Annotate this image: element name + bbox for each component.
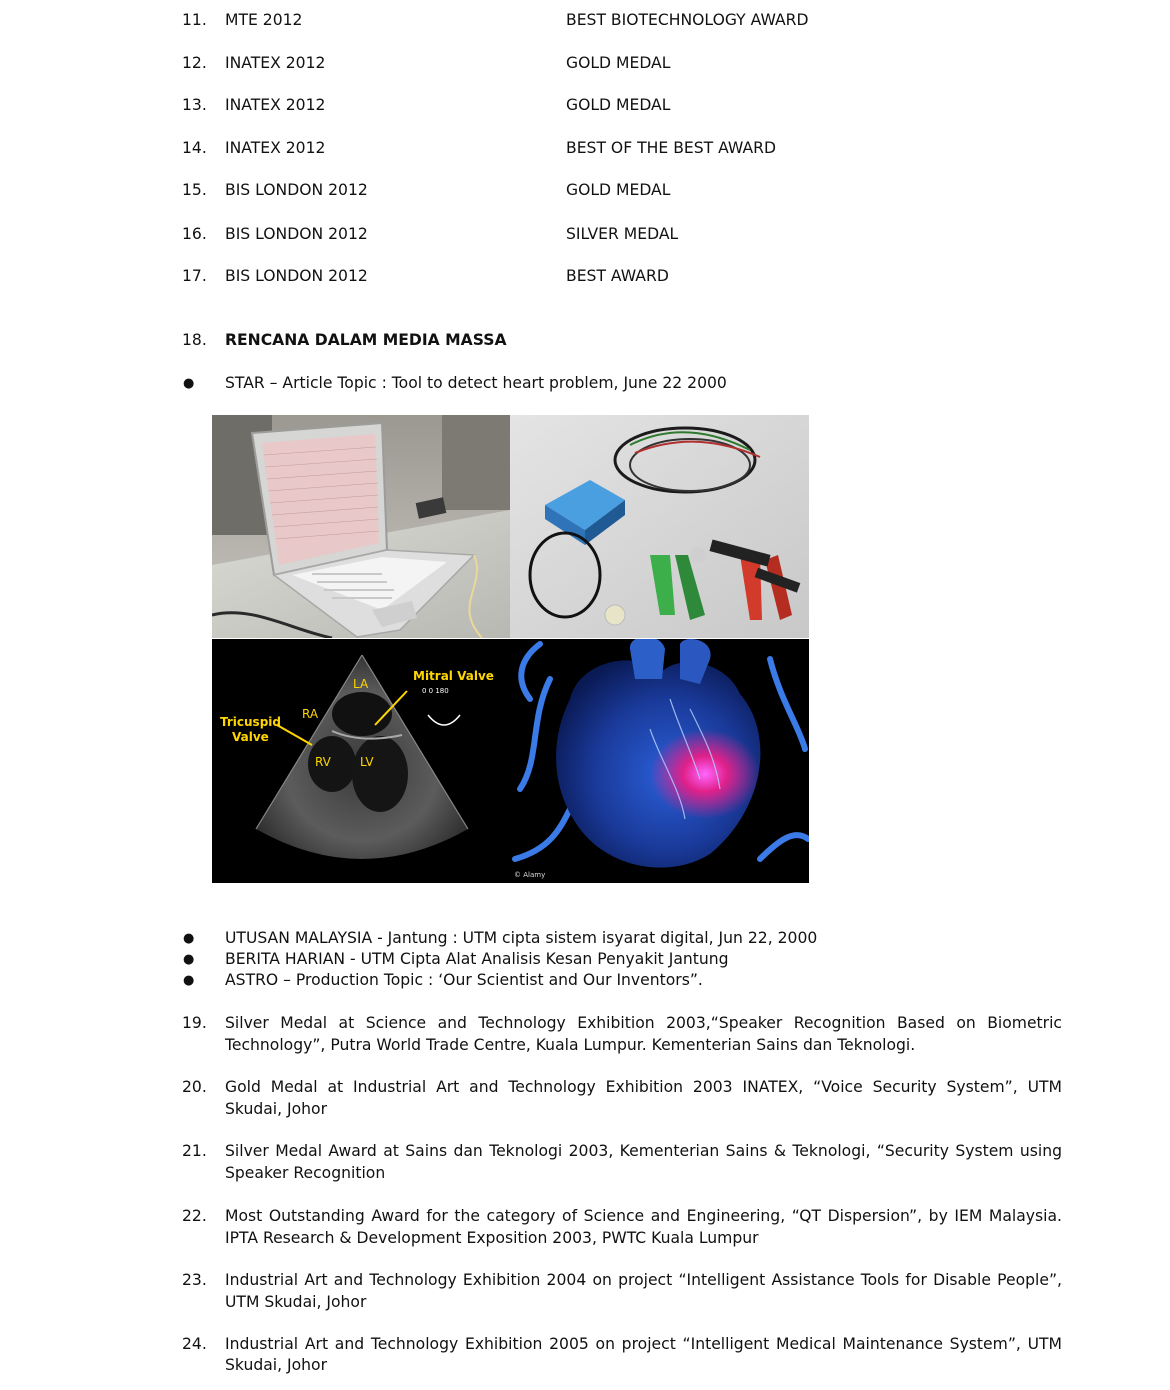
row-award: BEST AWARD <box>566 267 669 285</box>
row-award: GOLD MEDAL <box>566 54 671 72</box>
echo-label-ra: RA <box>302 707 319 721</box>
item-text <box>225 1140 1062 1162</box>
section-number: 18. <box>182 331 207 349</box>
item-line: IPTA Research & Development Exposition 2003, PWTC Kuala Lumpur <box>225 1229 759 1247</box>
item-line: Technology”, Putra World Trade Centre, Kuala Lumpur. Kementerian Sains dan Teknologi. <box>225 1036 916 1054</box>
item-line: Speaker Recognition <box>225 1164 386 1182</box>
item-text <box>225 1205 1062 1227</box>
ecg-device-photo <box>510 415 809 638</box>
item-line: Skudai, Johor <box>225 1356 328 1374</box>
item-text <box>225 1269 1062 1291</box>
row-award: BEST BIOTECHNOLOGY AWARD <box>566 11 809 29</box>
echocardiogram-image <box>212 639 510 883</box>
item-number: 24. <box>182 1335 207 1353</box>
heart-illustration <box>510 639 809 883</box>
row-number: 12. <box>182 54 207 72</box>
echo-label-tricuspid: Tricuspid <box>220 715 281 729</box>
echo-label-rv: RV <box>315 755 331 769</box>
item-line: Gold Medal at Industrial Art and Technology Exhibition 2003 INATEX, “Voice Security System”, UTM <box>225 1078 1062 1096</box>
item-number: 20. <box>182 1078 207 1096</box>
bullet-icon: ● <box>183 931 195 946</box>
row-event: INATEX 2012 <box>225 96 326 114</box>
media-item: BERITA HARIAN - UTM Cipta Alat Analisis Kesan Penyakit Jantung <box>225 950 729 968</box>
item-text <box>225 1076 1062 1098</box>
bullet-icon: ● <box>183 973 195 988</box>
row-event: BIS LONDON 2012 <box>225 267 368 285</box>
echo-scale-label: 0 0 180 <box>422 687 449 695</box>
photo-collage <box>212 415 809 883</box>
item-number: 23. <box>182 1271 207 1289</box>
row-award: GOLD MEDAL <box>566 96 671 114</box>
item-text <box>225 1012 1062 1034</box>
row-number: 14. <box>182 139 207 157</box>
laptop-photo <box>212 415 510 638</box>
echo-label-lv: LV <box>360 755 374 769</box>
row-event: INATEX 2012 <box>225 139 326 157</box>
echo-label-mitral-valve: Mitral Valve <box>413 669 494 683</box>
row-number: 15. <box>182 181 207 199</box>
item-line: Industrial Art and Technology Exhibition 2005 on project “Intelligent Medical Maintenance System”, UTM <box>225 1335 1062 1353</box>
media-item: ASTRO – Production Topic : ‘Our Scientist and Our Inventors”. <box>225 971 703 989</box>
row-event: MTE 2012 <box>225 11 303 29</box>
item-number: 21. <box>182 1142 207 1160</box>
item-text <box>225 1333 1062 1355</box>
echo-label-valve: Valve <box>232 730 269 744</box>
item-line: Silver Medal at Science and Technology Exhibition 2003,“Speaker Recognition Based on Biometric <box>225 1014 1062 1032</box>
item-number: 19. <box>182 1014 207 1032</box>
star-article-item: STAR – Article Topic : Tool to detect heart problem, June 22 2000 <box>225 374 727 392</box>
echo-label-la: LA <box>353 677 369 691</box>
item-line: Industrial Art and Technology Exhibition 2004 on project “Intelligent Assistance Tools for Disable People”, <box>225 1271 1062 1289</box>
item-line: Silver Medal Award at Sains dan Teknologi 2003, Kementerian Sains & Teknologi, “Security System using <box>225 1142 1062 1160</box>
item-line: Skudai, Johor <box>225 1100 328 1118</box>
item-line: Most Outstanding Award for the category of Science and Engineering, “QT Dispersion”, by IEM Malaysia. <box>225 1207 1062 1225</box>
row-award: SILVER MEDAL <box>566 225 679 243</box>
row-number: 17. <box>182 267 207 285</box>
row-event: INATEX 2012 <box>225 54 326 72</box>
row-number: 16. <box>182 225 207 243</box>
row-event: BIS LONDON 2012 <box>225 181 368 199</box>
row-award: GOLD MEDAL <box>566 181 671 199</box>
item-number: 22. <box>182 1207 207 1225</box>
row-number: 11. <box>182 11 207 29</box>
bullet-icon: ● <box>183 952 195 967</box>
media-item: UTUSAN MALAYSIA - Jantung : UTM cipta sistem isyarat digital, Jun 22, 2000 <box>225 929 818 947</box>
row-number: 13. <box>182 96 207 114</box>
row-event: BIS LONDON 2012 <box>225 225 368 243</box>
bullet-icon: ● <box>183 376 195 391</box>
section-heading: RENCANA DALAM MEDIA MASSA <box>225 331 507 349</box>
row-award: BEST OF THE BEST AWARD <box>566 139 777 157</box>
item-line: UTM Skudai, Johor <box>225 1293 367 1311</box>
image-credit: © Alamy <box>514 871 546 879</box>
